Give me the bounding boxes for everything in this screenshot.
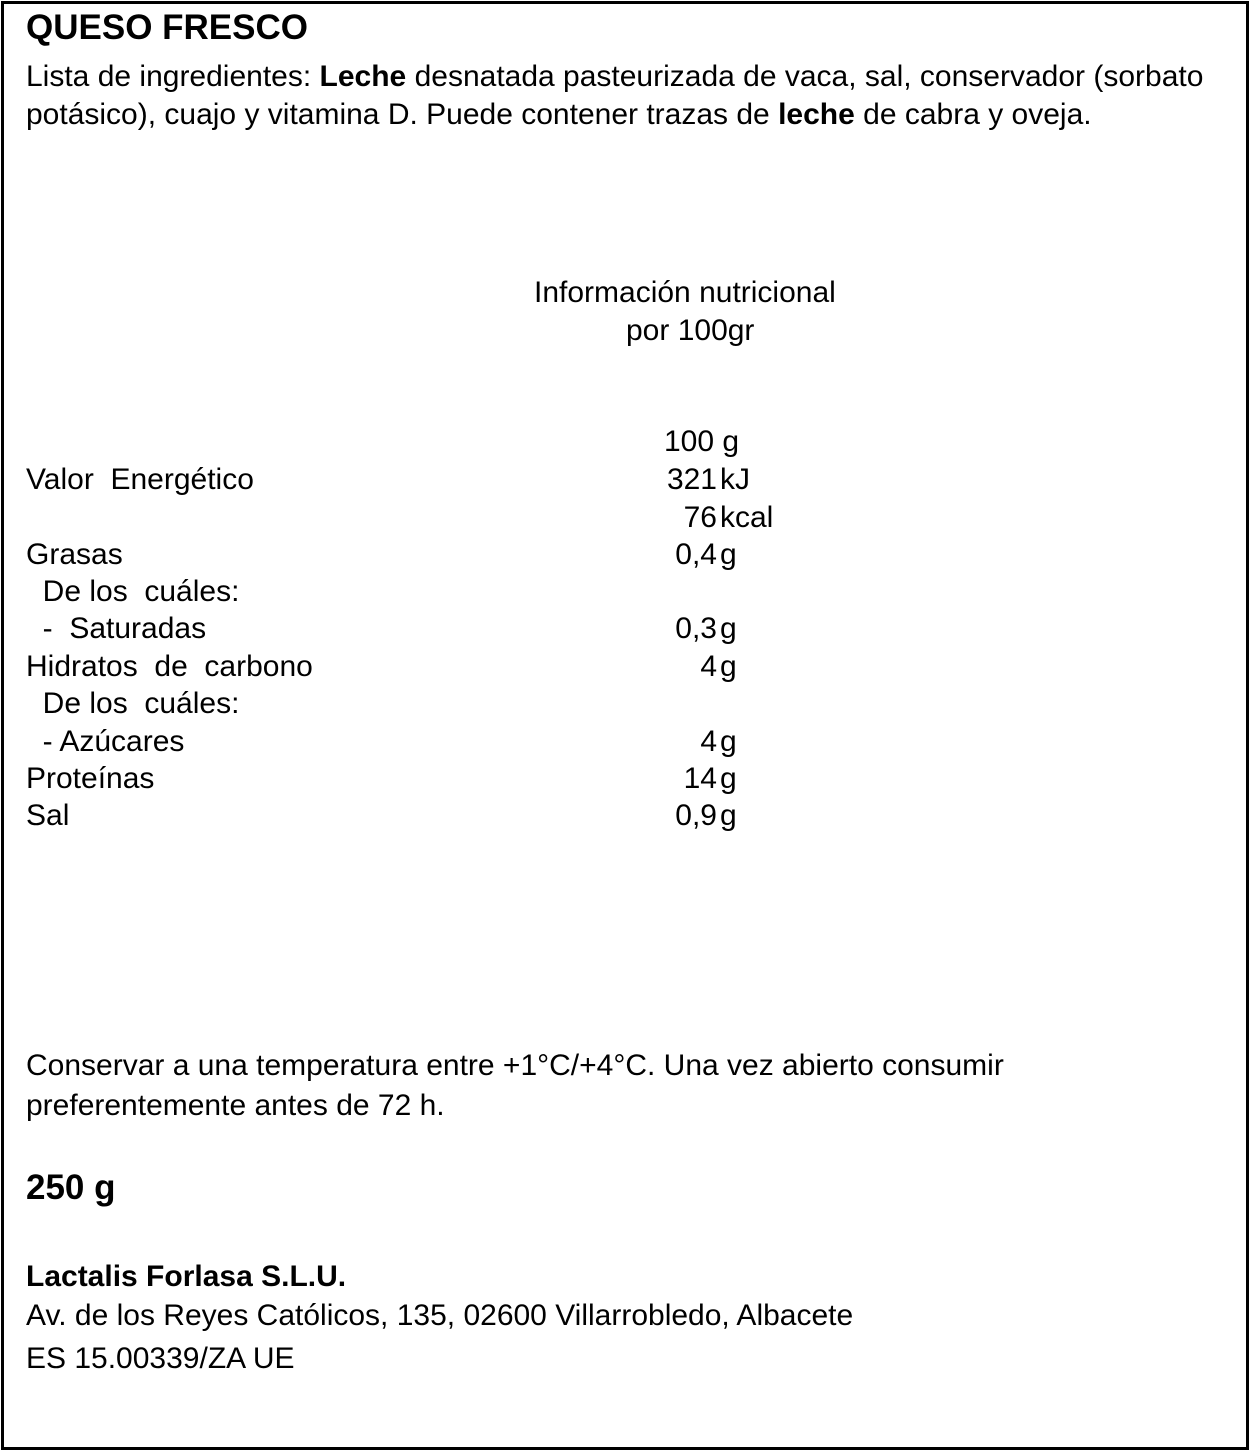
nutrition-row-value: 14 [683, 762, 717, 795]
product-title: QUESO FRESCO [26, 8, 308, 47]
allergen-leche-2: leche [778, 98, 855, 131]
nutrition-row-unit: g [720, 612, 737, 645]
company-name: Lactalis Forlasa S.L.U. [26, 1260, 347, 1293]
nutrition-row-label: Hidratos de carbono [26, 650, 313, 683]
nutrition-row-value: 0,3 [675, 612, 717, 645]
storage-instructions: Conservar a una temperatura entre +1°C/+4°C. Una vez abierto consumir preferentemente antes de 72 h. [26, 1049, 1004, 1122]
nutrition-row-label: Proteínas [26, 762, 155, 795]
nutrition-row-label: Grasas [26, 538, 123, 571]
ingredients-prefix: Lista de ingredientes: [26, 60, 320, 93]
nutrition-subheading: por 100gr [626, 314, 755, 347]
allergen-leche: Leche [319, 60, 407, 93]
ingredients-middle: desnatada pasteurizada de vaca, sal, conservador (sorbato potásico), cuajo y vitamina D. Puede contener trazas de [26, 60, 1204, 131]
nutrition-row-unit: kcal [720, 501, 774, 534]
nutrition-row-label: Sal [26, 799, 70, 832]
nutrition-row-unit: g [720, 725, 737, 758]
nutrition-row-unit: kJ [720, 463, 750, 496]
nutrition-column-header: 100 g [664, 425, 740, 458]
nutrition-heading: Información nutricional [534, 276, 836, 309]
nutrition-row-value: 76 [683, 501, 717, 534]
ingredients-suffix: de cabra y oveja. [854, 98, 1092, 131]
nutrition-row-label: De los cuáles: [26, 687, 240, 720]
nutrition-row-value: 4 [700, 650, 717, 683]
nutrition-row-label: - Azúcares [26, 725, 185, 758]
health-mark: ES 15.00339/ZA UE [26, 1342, 295, 1375]
nutrition-row-unit: g [720, 650, 737, 683]
nutrition-row-unit: g [720, 799, 737, 832]
company-address: Av. de los Reyes Católicos, 135, 02600 Villarrobledo, Albacete [26, 1299, 854, 1332]
product-label [1, 1, 1249, 1450]
nutrition-row-value: 0,9 [675, 799, 717, 832]
nutrition-row-value: 4 [700, 725, 717, 758]
nutrition-row-label: - Saturadas [26, 612, 207, 645]
nutrition-row-label: De los cuáles: [26, 575, 240, 608]
nutrition-row-unit: g [720, 762, 737, 795]
nutrition-row-unit: g [720, 538, 737, 571]
nutrition-row-label: Valor Energético [26, 463, 254, 496]
nutrition-row-value: 321 [666, 463, 717, 496]
nutrition-row-value: 0,4 [675, 538, 717, 571]
ingredients-list [26, 58, 1221, 134]
net-weight: 250 g [26, 1168, 116, 1207]
